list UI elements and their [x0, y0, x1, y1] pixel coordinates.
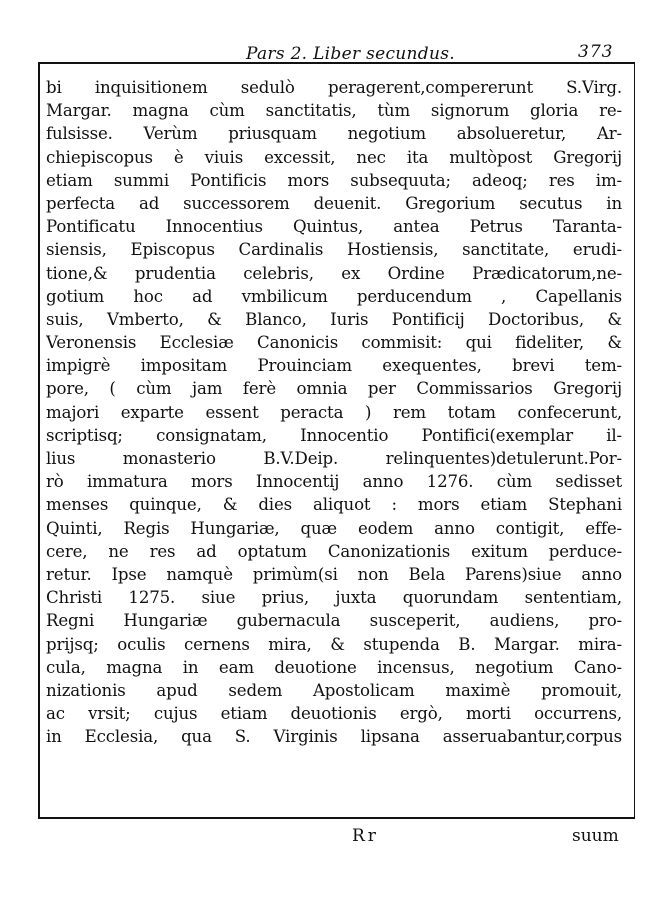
- text-line: Christi 1275. siue prius, juxta quorundam sententiam,: [46, 588, 622, 608]
- text-line: Regni Hungariæ gubernacula susceperit, audiens, pro-: [46, 611, 622, 631]
- text-line: bi inquisitionem sedulò peragerent,compererunt S.Virg.: [46, 78, 622, 97]
- page-footer: [0, 826, 672, 852]
- text-line: gotium hoc ad vmbilicum perducendum , Capellanis: [46, 286, 622, 306]
- text-line: retur. Ipse namquè primùm(si non Bela Parens)siue anno: [46, 564, 622, 584]
- text-line: cula, magna in eam deuotione incensus, negotium Cano-: [46, 657, 622, 677]
- text-line: Quinti, Regis Hungariæ, quæ eodem anno contigit, effe-: [46, 518, 622, 538]
- text-line: pore, ( cùm jam ferè omnia per Commissarios Gregorij: [46, 379, 622, 399]
- catchword: suum: [572, 826, 619, 846]
- body-text: [46, 76, 622, 748]
- running-title: Pars 2. Liber secundus.: [246, 44, 455, 64]
- text-line: tione,& prudentia celebris, ex Ordine Prædicatorum,ne-: [46, 263, 622, 283]
- signature-mark: Rr: [352, 826, 379, 846]
- page-number: 373: [578, 42, 614, 62]
- text-line: Veronensis Ecclesiæ Canonicis commisit: qui fideliter, &: [46, 333, 622, 353]
- text-line: chiepiscopus è viuis excessit, nec ita multòpost Gregorij: [46, 147, 622, 167]
- text-line: menses quinque, & dies aliquot : mors etiam Stephani: [46, 495, 622, 515]
- text-line: ac vrsit; cujus etiam deuotionis ergò, morti occurrens,: [46, 704, 622, 724]
- text-line: cere, ne res ad optatum Canonizationis exitum perduce-: [46, 541, 622, 561]
- text-line: scriptisq; consignatam, Innocentio Pontifici(exemplar il-: [46, 425, 622, 445]
- text-line: prijsq; oculis cernens mira, & stupenda B. Margar. mira-: [46, 634, 622, 654]
- text-line: in Ecclesia, qua S. Virginis lipsana asseruabantur,corpus: [46, 727, 622, 747]
- text-line: perfecta ad successorem deuenit. Gregorium secutus in: [46, 193, 622, 213]
- text-line: rò immatura mors Innocentij anno 1276. cùm sedisset: [46, 472, 622, 492]
- text-line: fulsisse. Verùm priusquam negotium absolueretur, Ar-: [46, 124, 622, 144]
- text-line: etiam summi Pontificis mors subsequuta; adeoq; res im-: [46, 170, 622, 190]
- text-line: suis, Vmberto, & Blanco, Iuris Pontificij Doctoribus, &: [46, 309, 622, 329]
- text-line: siensis, Episcopus Cardinalis Hostiensis, sanctitate, erudi-: [46, 240, 622, 260]
- text-line: Pontificatu Innocentius Quintus, antea Petrus Taranta-: [46, 217, 622, 237]
- text-line: impigrè impositam Prouinciam exequentes, brevi tem-: [46, 356, 622, 376]
- text-line: Margar. magna cùm sanctitatis, tùm signorum gloria re-: [46, 101, 622, 121]
- text-line: majori exparte essent peracta ) rem totam confecerunt,: [46, 402, 622, 422]
- text-line: lius monasterio B.V.Deip. relinquentes)detulerunt.Por-: [46, 449, 622, 468]
- text-line: nizationis apud sedem Apostolicam maximè promouit,: [46, 680, 622, 700]
